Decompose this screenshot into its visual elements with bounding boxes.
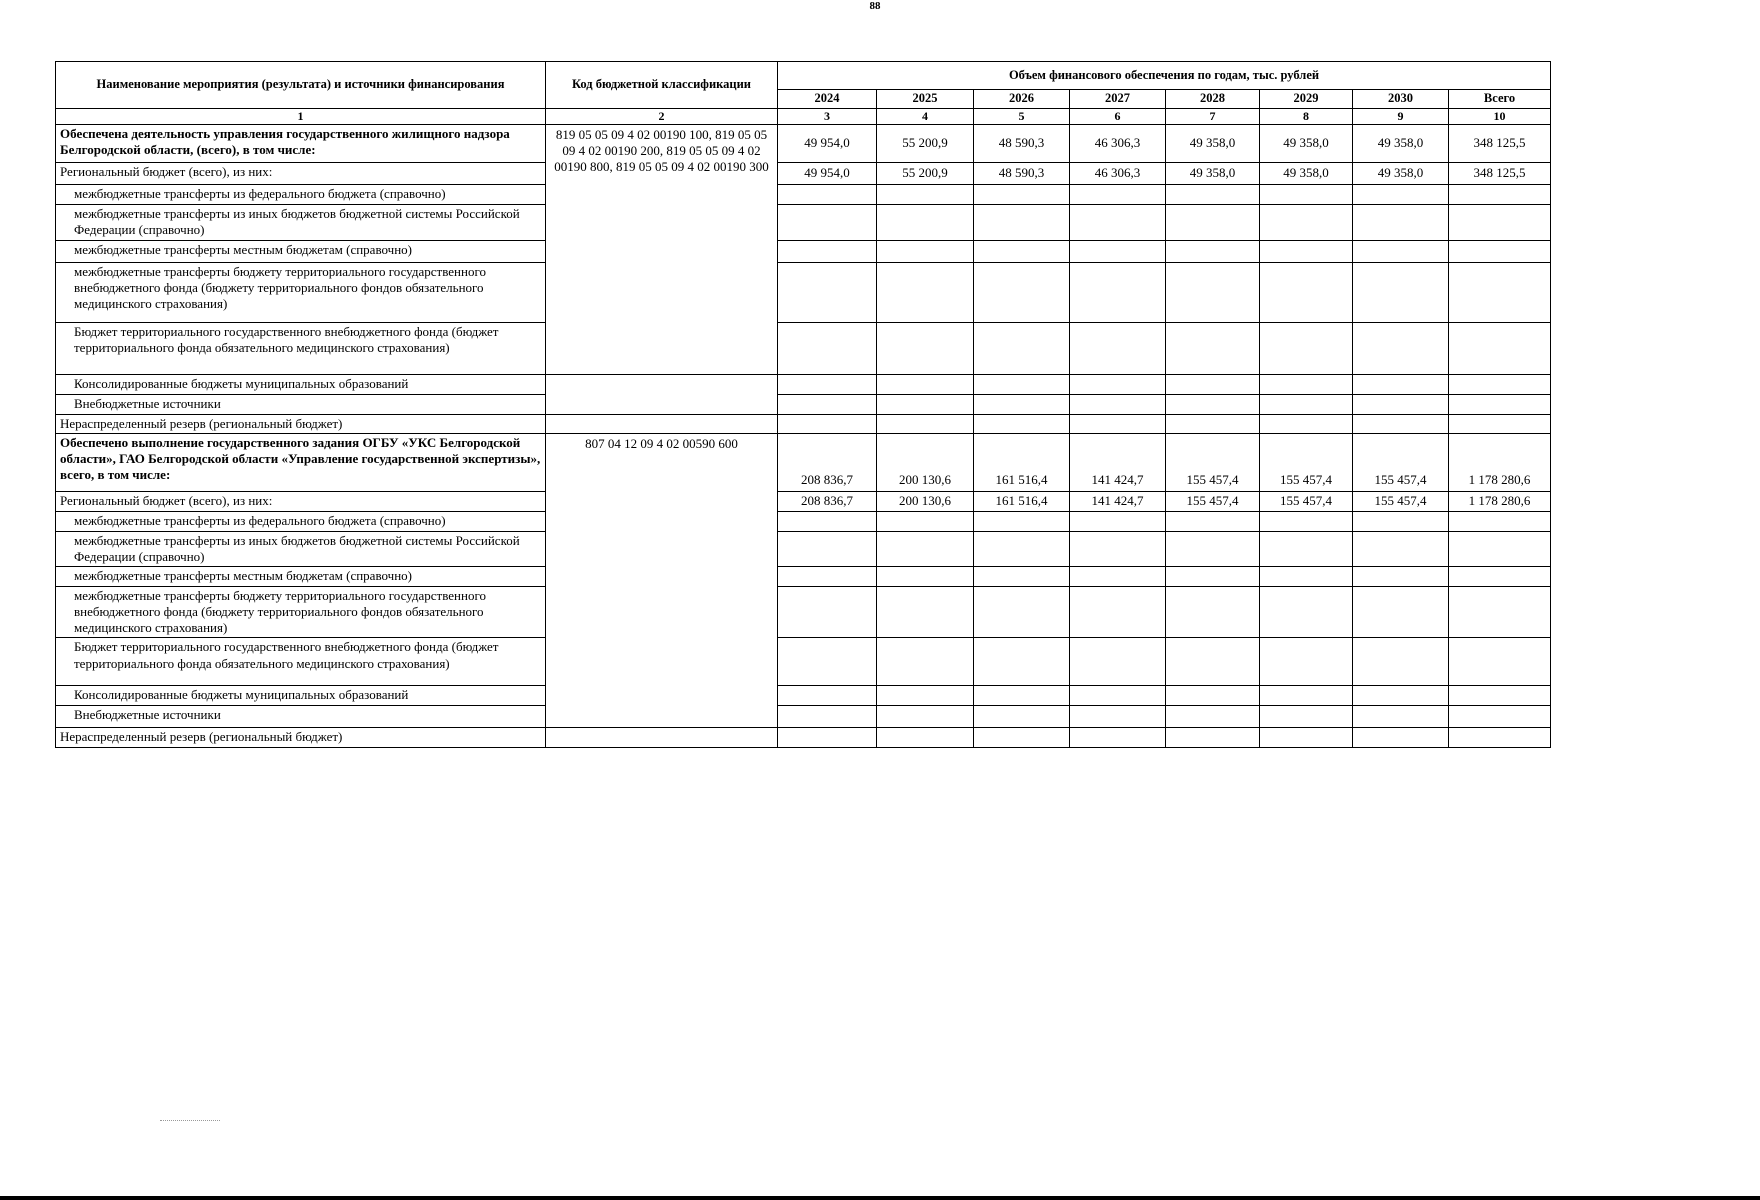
row-name: межбюджетные трансферты бюджету территориального государственного внебюджетного фонда (бюджету территориального фондов обязательного медицинского страхования) — [56, 586, 546, 638]
table-row — [56, 204, 1551, 240]
value-cell — [1070, 394, 1166, 414]
value-cell: 200 130,6 — [877, 491, 974, 511]
value-cell — [974, 204, 1070, 240]
value-cell — [1353, 511, 1449, 531]
value-total — [1449, 374, 1551, 394]
year-2029: 2029 — [1260, 90, 1353, 109]
value-cell — [877, 531, 974, 567]
value-cell — [974, 586, 1070, 638]
table-row — [56, 511, 1551, 531]
colnum-6: 6 — [1070, 108, 1166, 124]
value-cell — [778, 262, 877, 322]
value-cell — [974, 638, 1070, 686]
value-cell — [1166, 240, 1260, 262]
value-cell — [778, 727, 877, 747]
value-total — [1449, 531, 1551, 567]
value-cell — [974, 184, 1070, 204]
value-cell: 48 590,3 — [974, 124, 1070, 162]
value-cell — [974, 262, 1070, 322]
value-cell — [1070, 567, 1166, 586]
value-cell — [1260, 204, 1353, 240]
value-cell: 49 358,0 — [1260, 162, 1353, 184]
value-cell — [1166, 204, 1260, 240]
value-cell: 155 457,4 — [1166, 491, 1260, 511]
value-cell — [1166, 374, 1260, 394]
row-name: межбюджетные трансферты из федерального бюджета (справочно) — [56, 511, 546, 531]
value-cell — [1070, 204, 1166, 240]
colnum-10: 10 — [1449, 108, 1551, 124]
header-volume: Объем финансового обеспечения по годам, тыс. рублей — [778, 62, 1551, 90]
value-total — [1449, 184, 1551, 204]
value-cell — [974, 511, 1070, 531]
value-cell — [877, 414, 974, 433]
colnum-9: 9 — [1353, 108, 1449, 124]
financing-table — [55, 61, 1551, 748]
value-cell: 46 306,3 — [1070, 162, 1166, 184]
value-cell — [1353, 374, 1449, 394]
value-cell: 49 954,0 — [778, 162, 877, 184]
value-total — [1449, 586, 1551, 638]
value-total — [1449, 705, 1551, 727]
value-cell — [1353, 414, 1449, 433]
value-cell: 155 457,4 — [1166, 433, 1260, 491]
value-cell: 155 457,4 — [1353, 433, 1449, 491]
row-name: Региональный бюджет (всего), из них: — [56, 491, 546, 511]
value-cell — [1260, 586, 1353, 638]
value-cell — [778, 322, 877, 374]
value-cell: 208 836,7 — [778, 491, 877, 511]
header-row — [56, 62, 1551, 90]
table-row — [56, 374, 1551, 394]
section-state-assignment — [56, 433, 1551, 747]
value-cell — [1070, 586, 1166, 638]
value-cell — [1353, 567, 1449, 586]
row-name: Внебюджетные источники — [56, 394, 546, 414]
row-name: межбюджетные трансферты из иных бюджетов бюджетной системы Российской Федерации (справочно) — [56, 531, 546, 567]
header-name: Наименование мероприятия (результата) и источники финансирования — [56, 62, 546, 109]
value-cell — [1353, 727, 1449, 747]
year-2026: 2026 — [974, 90, 1070, 109]
value-cell — [877, 204, 974, 240]
table-row — [56, 433, 1551, 491]
value-total — [1449, 686, 1551, 705]
value-cell — [877, 394, 974, 414]
value-cell — [1353, 586, 1449, 638]
value-cell: 55 200,9 — [877, 124, 974, 162]
value-cell — [1070, 511, 1166, 531]
row-name: Нераспределенный резерв (региональный бюджет) — [56, 727, 546, 747]
value-total: 348 125,5 — [1449, 162, 1551, 184]
colnum-2: 2 — [546, 108, 778, 124]
value-cell: 49 358,0 — [1353, 124, 1449, 162]
table-row — [56, 638, 1551, 686]
value-cell — [778, 531, 877, 567]
row-name: Обеспечена деятельность управления государственного жилищного надзора Белгородской области, (всего), в том числе: — [56, 124, 546, 162]
value-cell — [1260, 727, 1353, 747]
value-cell — [974, 727, 1070, 747]
value-cell: 49 358,0 — [1166, 124, 1260, 162]
budget-code — [546, 727, 778, 747]
value-cell — [1166, 394, 1260, 414]
table-row — [56, 394, 1551, 414]
value-cell — [778, 184, 877, 204]
value-cell — [1070, 686, 1166, 705]
value-total: 348 125,5 — [1449, 124, 1551, 162]
colnum-5: 5 — [974, 108, 1070, 124]
row-name: Консолидированные бюджеты муниципальных образований — [56, 374, 546, 394]
value-total — [1449, 394, 1551, 414]
value-total — [1449, 262, 1551, 322]
row-name: межбюджетные трансферты местным бюджетам (справочно) — [56, 240, 546, 262]
value-cell — [1353, 262, 1449, 322]
value-cell: 48 590,3 — [974, 162, 1070, 184]
value-cell — [1166, 414, 1260, 433]
row-name: Нераспределенный резерв (региональный бюджет) — [56, 414, 546, 433]
value-cell — [974, 686, 1070, 705]
year-total: Всего — [1449, 90, 1551, 109]
value-cell — [1353, 705, 1449, 727]
table-row — [56, 491, 1551, 511]
colnum-7: 7 — [1166, 108, 1260, 124]
value-cell — [974, 414, 1070, 433]
value-cell: 155 457,4 — [1260, 433, 1353, 491]
value-cell: 200 130,6 — [877, 433, 974, 491]
value-cell — [974, 374, 1070, 394]
row-name: Внебюджетные источники — [56, 705, 546, 727]
value-cell — [778, 686, 877, 705]
value-cell — [1260, 240, 1353, 262]
value-cell — [778, 204, 877, 240]
year-2027: 2027 — [1070, 90, 1166, 109]
row-name: Консолидированные бюджеты муниципальных образований — [56, 686, 546, 705]
value-cell — [1166, 531, 1260, 567]
value-cell — [1260, 262, 1353, 322]
value-cell: 155 457,4 — [1260, 491, 1353, 511]
page-bottom-rule — [0, 1196, 1760, 1200]
year-2024: 2024 — [778, 90, 877, 109]
row-name: Бюджет территориального государственного внебюджетного фонда (бюджет территориального фонда обязательного медицинского страхования) — [56, 322, 546, 374]
value-cell — [1166, 322, 1260, 374]
value-cell — [877, 262, 974, 322]
value-cell: 155 457,4 — [1353, 491, 1449, 511]
row-name: межбюджетные трансферты из федерального бюджета (справочно) — [56, 184, 546, 204]
value-total: 1 178 280,6 — [1449, 433, 1551, 491]
value-cell — [1260, 531, 1353, 567]
value-cell — [1353, 240, 1449, 262]
value-cell — [1260, 394, 1353, 414]
row-name: Бюджет территориального государственного внебюджетного фонда (бюджет территориального фонда обязательного медицинского страхования) — [56, 638, 546, 686]
table-row — [56, 531, 1551, 567]
table-row — [56, 124, 1551, 162]
value-cell — [778, 567, 877, 586]
value-cell: 141 424,7 — [1070, 433, 1166, 491]
value-cell — [1260, 567, 1353, 586]
value-cell — [1070, 414, 1166, 433]
row-name: межбюджетные трансферты из иных бюджетов бюджетной системы Российской Федерации (справочно) — [56, 204, 546, 240]
scan-artifact — [160, 1120, 220, 1122]
value-cell — [974, 322, 1070, 374]
value-cell — [974, 567, 1070, 586]
page-number: 88 — [869, 0, 881, 12]
value-cell — [778, 374, 877, 394]
colnum-8: 8 — [1260, 108, 1353, 124]
value-cell — [877, 567, 974, 586]
value-cell — [974, 394, 1070, 414]
value-cell — [778, 394, 877, 414]
value-cell — [877, 638, 974, 686]
value-cell — [1070, 374, 1166, 394]
budget-code: 819 05 05 09 4 02 00190 100, 819 05 05 09 4 02 00190 200, 819 05 05 09 4 02 00190 800, 819 05 05 09 4 02 00190 300 — [546, 124, 778, 374]
row-name: межбюджетные трансферты местным бюджетам (справочно) — [56, 567, 546, 586]
colnum-4: 4 — [877, 108, 974, 124]
year-2030: 2030 — [1353, 90, 1449, 109]
value-cell — [778, 414, 877, 433]
value-total: 1 178 280,6 — [1449, 491, 1551, 511]
column-numbers-row — [56, 108, 1551, 124]
value-total — [1449, 240, 1551, 262]
value-cell: 161 516,4 — [974, 433, 1070, 491]
table-row — [56, 322, 1551, 374]
value-cell — [877, 511, 974, 531]
header-code: Код бюджетной классификации — [546, 62, 778, 109]
value-cell — [877, 705, 974, 727]
value-cell — [877, 374, 974, 394]
table-row — [56, 686, 1551, 705]
value-cell: 141 424,7 — [1070, 491, 1166, 511]
value-cell — [877, 184, 974, 204]
value-cell — [1260, 686, 1353, 705]
table-row — [56, 705, 1551, 727]
value-total — [1449, 567, 1551, 586]
value-cell — [974, 705, 1070, 727]
table-row — [56, 567, 1551, 586]
value-cell — [1260, 638, 1353, 686]
colnum-1: 1 — [56, 108, 546, 124]
value-total — [1449, 511, 1551, 531]
value-cell — [1166, 686, 1260, 705]
value-cell — [1353, 204, 1449, 240]
value-cell — [1070, 638, 1166, 686]
table-row — [56, 184, 1551, 204]
value-cell — [778, 586, 877, 638]
value-cell — [877, 586, 974, 638]
value-cell — [1260, 374, 1353, 394]
table-row — [56, 727, 1551, 747]
value-cell: 49 358,0 — [1260, 124, 1353, 162]
table-row — [56, 414, 1551, 433]
value-cell — [1166, 567, 1260, 586]
value-total — [1449, 638, 1551, 686]
value-cell — [974, 531, 1070, 567]
value-cell — [1166, 586, 1260, 638]
value-cell — [1166, 727, 1260, 747]
budget-code — [546, 414, 778, 433]
value-cell — [1353, 686, 1449, 705]
value-cell — [877, 727, 974, 747]
value-cell — [877, 686, 974, 705]
value-cell: 46 306,3 — [1070, 124, 1166, 162]
value-cell — [1166, 511, 1260, 531]
value-cell — [877, 322, 974, 374]
value-cell: 161 516,4 — [974, 491, 1070, 511]
value-cell — [1166, 184, 1260, 204]
value-cell — [1166, 705, 1260, 727]
value-cell — [778, 638, 877, 686]
value-cell — [1353, 531, 1449, 567]
value-cell: 49 954,0 — [778, 124, 877, 162]
value-cell — [1070, 262, 1166, 322]
value-cell — [1353, 322, 1449, 374]
colnum-3: 3 — [778, 108, 877, 124]
row-name: Региональный бюджет (всего), из них: — [56, 162, 546, 184]
value-cell: 49 358,0 — [1166, 162, 1260, 184]
value-cell — [1070, 322, 1166, 374]
value-cell — [1353, 184, 1449, 204]
value-total — [1449, 414, 1551, 433]
value-total — [1449, 204, 1551, 240]
value-total — [1449, 727, 1551, 747]
value-cell: 55 200,9 — [877, 162, 974, 184]
row-name: Обеспечено выполнение государственного задания ОГБУ «УКС Белгородской области», ГАО Белгородской области «Управление государственной экспертизы», всего, в том числе: — [56, 433, 546, 491]
value-cell — [1070, 240, 1166, 262]
value-cell — [877, 240, 974, 262]
value-cell — [1070, 184, 1166, 204]
value-cell — [1260, 184, 1353, 204]
table-row — [56, 262, 1551, 322]
year-2028: 2028 — [1166, 90, 1260, 109]
value-total — [1449, 322, 1551, 374]
value-cell — [974, 240, 1070, 262]
budget-code — [546, 374, 778, 414]
value-cell — [778, 511, 877, 531]
value-cell — [778, 240, 877, 262]
value-cell — [1260, 511, 1353, 531]
section-housing-supervision — [56, 124, 1551, 433]
value-cell — [1166, 638, 1260, 686]
value-cell — [778, 705, 877, 727]
budget-code: 807 04 12 09 4 02 00590 600 — [546, 433, 778, 727]
value-cell — [1166, 262, 1260, 322]
table-row — [56, 240, 1551, 262]
table-row — [56, 586, 1551, 638]
year-2025: 2025 — [877, 90, 974, 109]
value-cell — [1353, 638, 1449, 686]
value-cell — [1353, 394, 1449, 414]
table-row — [56, 162, 1551, 184]
value-cell — [1070, 727, 1166, 747]
value-cell — [1070, 705, 1166, 727]
value-cell — [1070, 531, 1166, 567]
value-cell — [1260, 322, 1353, 374]
value-cell — [1260, 414, 1353, 433]
value-cell — [1260, 705, 1353, 727]
value-cell: 49 358,0 — [1353, 162, 1449, 184]
value-cell: 208 836,7 — [778, 433, 877, 491]
row-name: межбюджетные трансферты бюджету территориального государственного внебюджетного фонда (бюджету территориального фондов обязательного медицинского страхования) — [56, 262, 546, 322]
